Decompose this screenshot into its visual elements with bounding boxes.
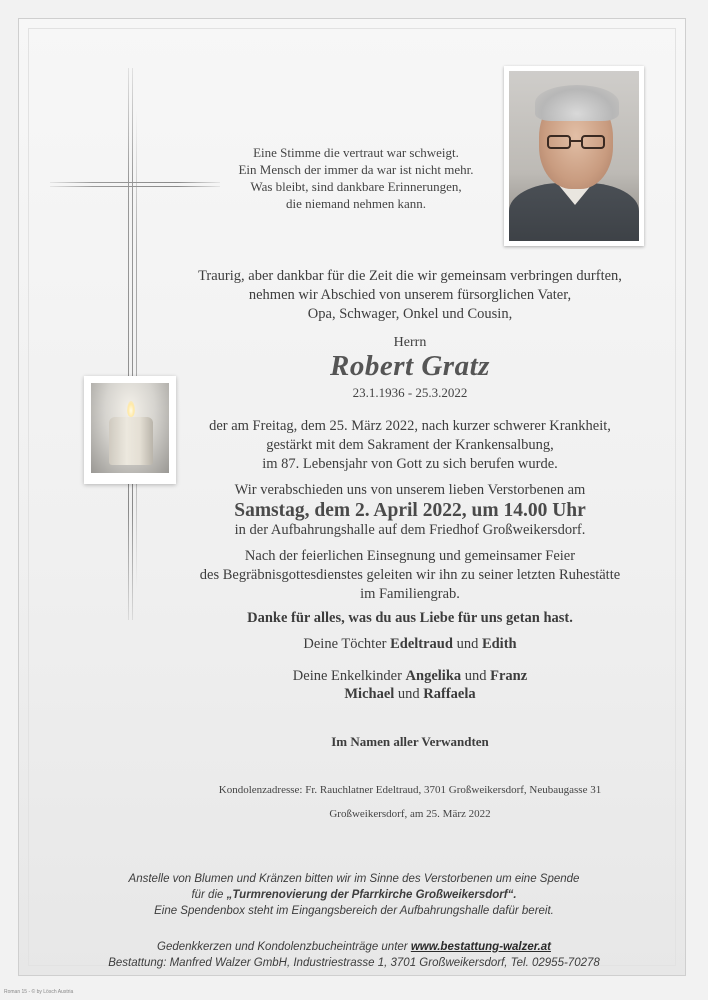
template-credit: Roman 15 - © by Lösch Austria: [4, 989, 74, 995]
cross-vertical-line: [132, 68, 133, 620]
intro-line: Traurig, aber dankbar für die Zeit die wir gemeinsam verbringen durften,: [198, 268, 622, 284]
intro-line: Opa, Schwager, Onkel und Cousin,: [307, 306, 513, 322]
grandchild-name: Angelika: [405, 668, 462, 684]
footer-prefix: Gedenkkerzen und Kondolenzbucheinträge unter: [157, 941, 408, 953]
donation-prefix: für die: [191, 889, 224, 901]
daughters-line: [150, 636, 670, 653]
poem-line: Was bleibt, sind dankbare Erinnerungen,: [250, 179, 462, 194]
conjunction: und: [397, 686, 420, 702]
grandchildren-line-2: [150, 686, 670, 703]
donation-line: Anstelle von Blumen und Kränzen bitten wir im Sinne des Verstorbenen um eine Spende: [128, 873, 580, 885]
conjunction: und: [464, 668, 487, 684]
grandchildren-line: [150, 668, 670, 685]
footer-line: Bestattung: Manfred Walzer GmbH, Industriestrasse 1, 3701 Großweikersdorf, Tel. 02955-70278: [108, 957, 600, 969]
death-notice: [150, 417, 670, 474]
thanks-line: Danke für alles, was du aus Liebe für uns getan hast.: [247, 610, 573, 626]
death-line: im 87. Lebensjahr von Gott zu sich berufen wurde.: [262, 456, 558, 472]
intro-line: nehmen wir Abschied von unserem fürsorglichen Vater,: [248, 287, 572, 303]
conjunction: und: [456, 636, 479, 652]
poem-line: Eine Stimme die vertraut war schweigt.: [253, 145, 459, 160]
death-line: der am Freitag, dem 25. März 2022, nach kurzer schwerer Krankheit,: [209, 418, 611, 434]
poem: [200, 144, 512, 212]
funeral-location: in der Aufbahrungshalle auf dem Friedhof Großweikersdorf.: [234, 522, 586, 538]
ceremony-line: Nach der feierlichen Einsegnung und gemeinsamer Feier: [244, 548, 576, 564]
donation-note: [40, 871, 668, 919]
grandchild-name: Raffaela: [423, 686, 476, 702]
glasses-icon: [547, 135, 607, 151]
portrait-photo: [504, 66, 644, 246]
salutation: Herrn: [393, 335, 427, 350]
life-dates: 23.1.1936 - 25.3.2022: [352, 385, 468, 400]
place-date: Großweikersdorf, am 25. März 2022: [329, 808, 491, 820]
ceremony-text: [150, 547, 670, 604]
funeral-home-link[interactable]: www.bestattung-walzer.at: [410, 941, 551, 953]
cross-vertical-line: [128, 68, 129, 620]
intro-text: [150, 267, 670, 324]
glasses-bridge: [571, 140, 581, 142]
cross-horizontal-line: [50, 182, 220, 183]
grandchild-name: Michael: [344, 686, 395, 702]
footer-line: [40, 939, 668, 955]
donation-line: [40, 887, 668, 903]
cross-icon: [128, 68, 134, 620]
cross-horizontal-beam: [50, 182, 220, 188]
condolence-address: Kondolenzadresse: Fr. Rauchlatner Edeltraud, 3701 Großweikersdorf, Neubaugasse 31: [218, 784, 602, 796]
daughter-name: Edith: [481, 636, 517, 652]
candle-icon: [109, 417, 153, 465]
candle-flame-icon: [127, 401, 135, 417]
poem-line: Ein Mensch der immer da war ist nicht mehr.: [238, 162, 474, 177]
donation-line: Eine Spendenbox steht im Eingangsbereich der Aufbahrungshalle dafür bereit.: [154, 905, 554, 917]
glasses-lens: [547, 135, 571, 149]
daughter-name: Edeltraud: [390, 636, 453, 652]
death-line: gestärkt mit dem Sakrament der Krankensalbung,: [266, 437, 554, 453]
grandchildren-prefix: Deine Enkelkinder: [292, 668, 402, 684]
poem-line: die niemand nehmen kann.: [285, 196, 427, 211]
portrait-hair: [535, 85, 619, 121]
daughters-prefix: Deine Töchter: [303, 636, 387, 652]
farewell-intro: Wir verabschieden uns von unserem lieben Verstorbenen am: [234, 482, 586, 498]
footer: [40, 939, 668, 971]
deceased-name: Robert Gratz: [330, 350, 490, 382]
donation-purpose: „Turmrenovierung der Pfarrkirche Großweikersdorf“.: [226, 889, 517, 901]
cross-horizontal-line: [50, 186, 220, 187]
ceremony-line: des Begräbnisgottesdienstes geleiten wir ihn zu seiner letzten Ruhestätte: [199, 567, 621, 583]
ceremony-line: im Familiengrab.: [360, 586, 460, 602]
funeral-date: Samstag, dem 2. April 2022, um 14.00 Uhr: [234, 500, 586, 521]
glasses-lens: [581, 135, 605, 149]
relatives-line: Im Namen aller Verwandten: [331, 734, 489, 749]
grandchild-name: Franz: [490, 668, 528, 684]
portrait-image: [509, 71, 639, 241]
